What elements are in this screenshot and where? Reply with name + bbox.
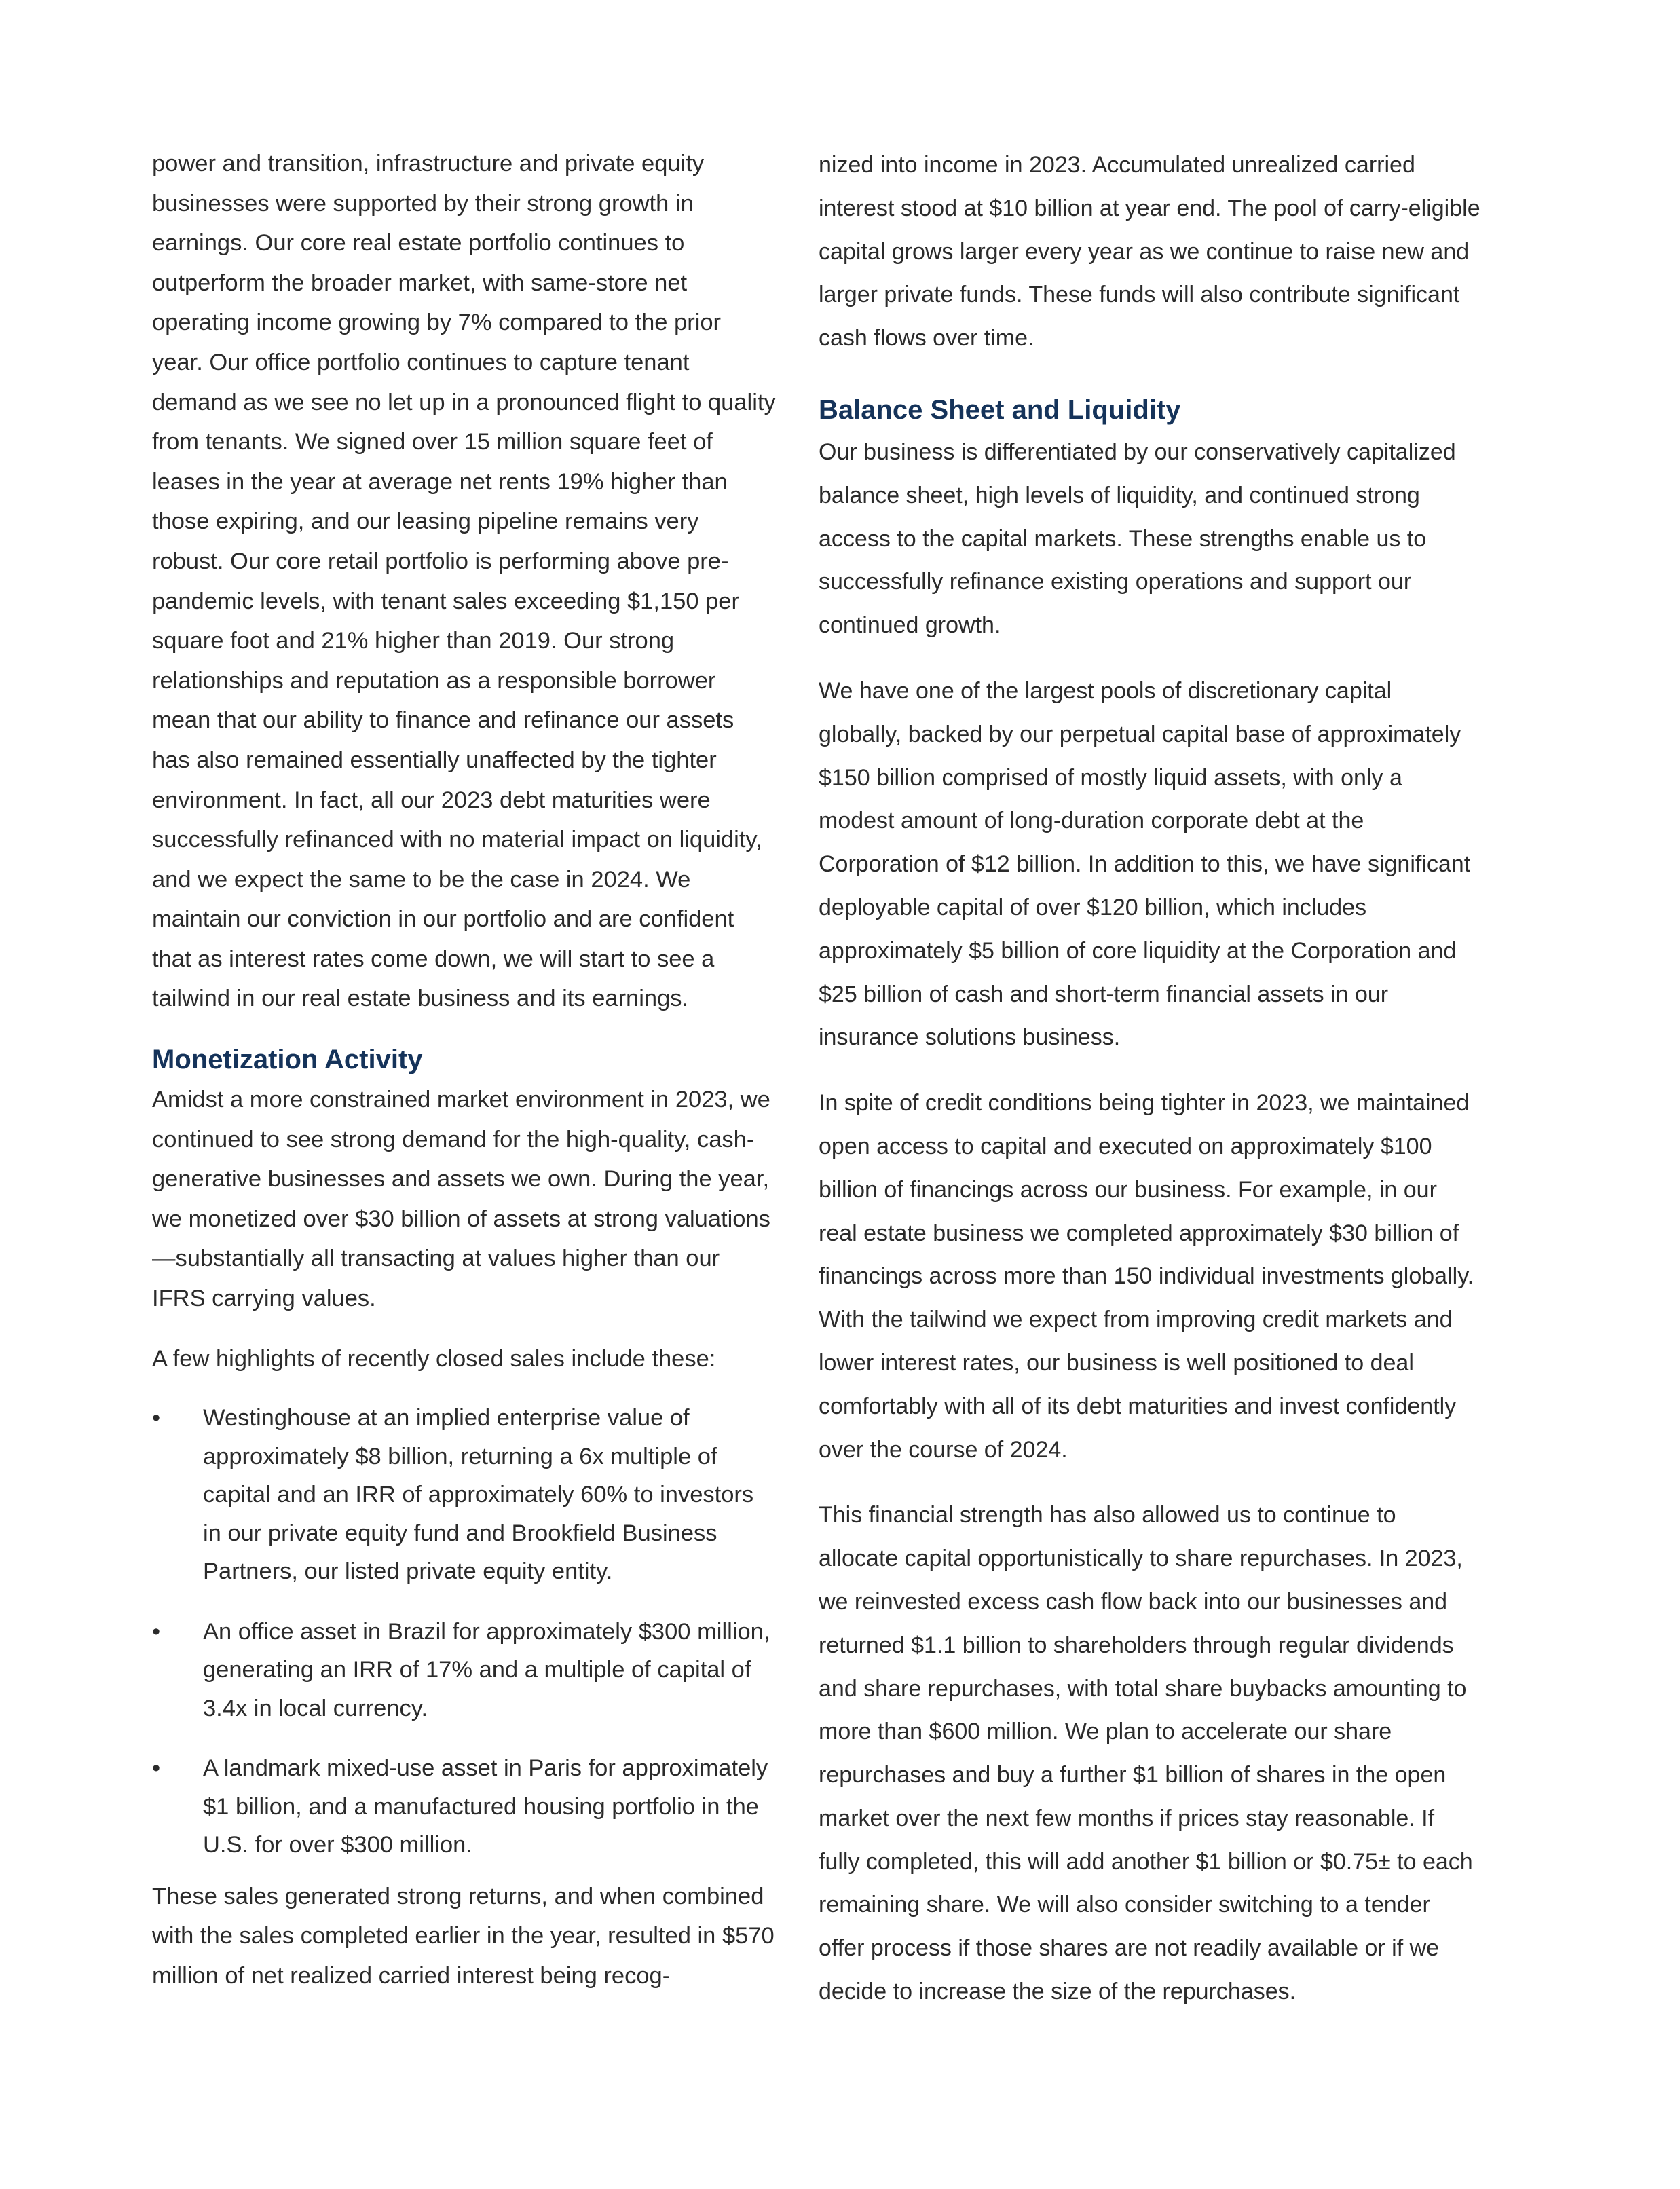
list-item-text: Westinghouse at an implied enterprise value of approximately $8 billion, returning a 6x multiple of capital and an IRR of approximately 60% to investors in our private equity fund and Brookfield Business Partners, our listed private equity entity.: [203, 1405, 754, 1585]
section-heading-balance-sheet: Balance Sheet and Liquidity: [819, 394, 1181, 425]
bullet-icon: •: [152, 1618, 161, 1645]
list-item-text: An office asset in Brazil for approximately $300 million, generating an IRR of 17% and a multiple of capital of 3.4x in local currency.: [203, 1618, 770, 1721]
bullet-icon: •: [152, 1405, 161, 1432]
body-paragraph: Our business is differentiated by our conservatively capitalized balance sheet, high levels of liquidity, and continued strong access to the capital markets. These strengths enable us to successfully refinance existing operations and support our continued growth.: [819, 438, 1456, 639]
body-paragraph: In spite of credit conditions being tighter in 2023, we maintained open access to capital and executed on approximately $100 billion of financings across our business. For example, in our real estate business we completed approximately $30 billion of financings across more than 150 individual investments globally. With the tailwind we expect from improving credit markets and lower interest rates, our business is well positioned to deal comfortably with all of its debt maturities and invest confidently over the course of 2024.: [819, 1090, 1474, 1463]
body-paragraph: nized into income in 2023. Accumulated unrealized carried interest stood at $10 billion at year end. The pool of carry-eligible capital grows larger every year as we continue to raise new and larger private funds. These funds will also contribute significant cash flows over time.: [819, 152, 1480, 352]
left-column: [152, 144, 777, 1996]
highlights-list: [152, 1399, 777, 1865]
section-heading-monetization: Monetization Activity: [152, 1045, 423, 1075]
list-item: [152, 1613, 777, 1728]
body-paragraph: power and transition, infrastructure and private equity businesses were supported by their strong growth in earnings. Our core real estate portfolio continues to outperform the broader market, with same-store net operating income growing by 7% compared to the prior year. Our office portfolio continues to capture tenant demand as we see no let up in a pronounced flight to quality from tenants. We signed over 15 million square feet of leases in the year at average net rents 19% higher than those expiring, and our leasing pipeline remains very robust. Our core retail portfolio is performing above pre-pandemic levels, with tenant sales exceeding $1,150 per square foot and 21% higher than 2019. Our strong relationships and reputation as a responsible borrower mean that our ability to finance and refinance our assets has also remained essentially unaffected by the tighter environment. In fact, all our 2023 debt maturities were successfully refinanced with no material impact on liquidity, and we expect the same to be the case in 2024. We maintain our conviction in our portfolio and are confident that as interest rates come down, we will start to see a tailwind in our real estate business and its earnings.: [152, 151, 776, 1012]
body-paragraph: We have one of the largest pools of discretionary capital globally, backed by our perpetual capital base of approximately $150 billion comprised of mostly liquid assets, with only a modest amount of long-duration corporate debt at the Corporation of $12 billion. In addition to this, we have significant deployable capital of over $120 billion, which includes approximately $5 billion of core liquidity at the Corporation and $25 billion of cash and short-term financial assets in our insurance solutions business.: [819, 677, 1471, 1051]
list-item: [152, 1399, 777, 1591]
list-item-text: A landmark mixed-use asset in Paris for approximately $1 billion, and a manufactured housing portfolio in the U.S. for over $300 million.: [203, 1755, 768, 1858]
body-paragraph: This financial strength has also allowed us to continue to allocate capital opportunistically to share repurchases. In 2023, we reinvested excess cash flow back into our businesses and returned $1.1 billion to shareholders through regular dividends and share repurchases, with total share buybacks amounting to more than $600 million. We plan to accelerate our share repurchases and buy a further $1 billion of shares in the open market over the next few months if prices stay reasonable. If fully completed, this will add another $1 billion or $0.75± to each remaining share. We will also consider switching to a tender offer process if those shares are not readily available or if we decide to increase the size of the repurchases.: [819, 1502, 1473, 2005]
body-paragraph: Amidst a more constrained market environment in 2023, we continued to see strong demand for the high-quality, cash-generative businesses and assets we own. During the year, we monetized over $30 billion of assets at strong valuations—substantially all transacting at values higher than our IFRS carrying values.: [152, 1087, 770, 1312]
list-item: [152, 1749, 777, 1865]
bullet-icon: •: [152, 1755, 161, 1782]
body-paragraph: These sales generated strong returns, and when combined with the sales completed earlier in the year, resulted in $570 million of net realized carried interest being recog-: [152, 1883, 774, 1989]
body-paragraph: A few highlights of recently closed sales include these:: [152, 1345, 716, 1372]
right-column: [819, 144, 1480, 2014]
